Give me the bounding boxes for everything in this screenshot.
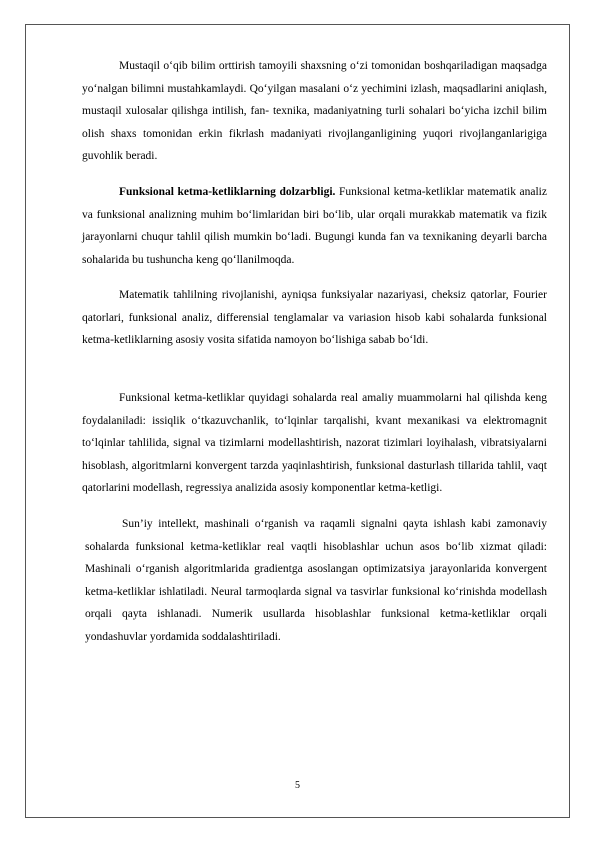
paragraph-relevance (82, 181, 547, 271)
section-heading: Funksional ketma-ketliklarning dolzarbligi. (119, 186, 336, 198)
paragraph-relevance-text: Funksional ketma-ketliklar matematik analiz va funksional analizning muhim bo‘limlaridan biri bo‘lib, ular orqali murakkab matematik va fizik jarayonlarni chuqur tahlil qilish mumkin bo‘ladi. Bugungi kunda fan va texnikaning deyarli barcha sohalarida bu tushuncha keng qo‘llanilmoqda. (82, 186, 547, 266)
paragraph-applications: Funksional ketma-ketliklar quyidagi sohalarda real amaliy muammolarni hal qilishda keng foydalaniladi: issiqlik o‘tkazuvchanlik, to‘lqinlar tarqalishi, kvant mexanikasi va elektromagnit to‘lqinlar tahlilida, signal va tizimlarni modellashtirish, nazorat tizimlari loyihalash, vibratsiyalarni hisoblash, algoritmlarni konvergent tarzda yaqinlashtirish, funksional dasturlash tillarida tahlil, vaqt qatorlarini modellash, regressiya analizida asosiy komponentlar ketma-ketligi. (82, 392, 547, 494)
page-number: 5 (295, 780, 300, 791)
paragraph-development: Matematik tahlilning rivojlanishi, ayniqsa funksiyalar nazariyasi, cheksiz qatorlar, Fourier qatorlari, funksional analiz, differensial tenglamalar va variasion hisob kabi sohalarda funksional ketma-ketliklarning asosiy vosita sifatida namoyon bo‘lishiga sabab bo‘ldi. (82, 289, 547, 346)
paragraph-ai: Sun’iy intellekt, mashinali o‘rganish va raqamli signalni qayta ishlash kabi zamonaviy sohalarda funksional ketma-ketliklar real vaqtli hisoblashlar uchun asos bo‘lib xizmat qiladi: Mashinali o‘rganish algoritmlarida gradientga asoslangan optimizatsiya jarayonlarida konvergent ketma-ketliklar ishlatiladi. Neural tarmoqlarda signal va tasvirlar funksional ko‘rinishda modellash orqali qayta ishlanadi. Numerik usullarda hisoblashlar funksional ketma-ketliklar orqali yondashuvlar yordamida soddalashtiriladi. (85, 518, 547, 643)
paragraph-intro: Mustaqil o‘qib bilim orttirish tamoyili shaxsning o‘zi tomonidan boshqariladigan maqsadga yo‘nalgan bilimni mustahkamlaydi. Qo‘yilgan masalani o‘z yechimini izlash, maqsadlarini aniqlash, mustaqil xulosalar qilishga intilish, fan- texnika, madaniyatning turli sohalari bo‘yicha izchil bilim olish shaxs tomonidan erkin fikrlash madaniyati rivojlanganligining yuqori rivojlanganlarigiga guvohlik beradi. (82, 60, 547, 162)
